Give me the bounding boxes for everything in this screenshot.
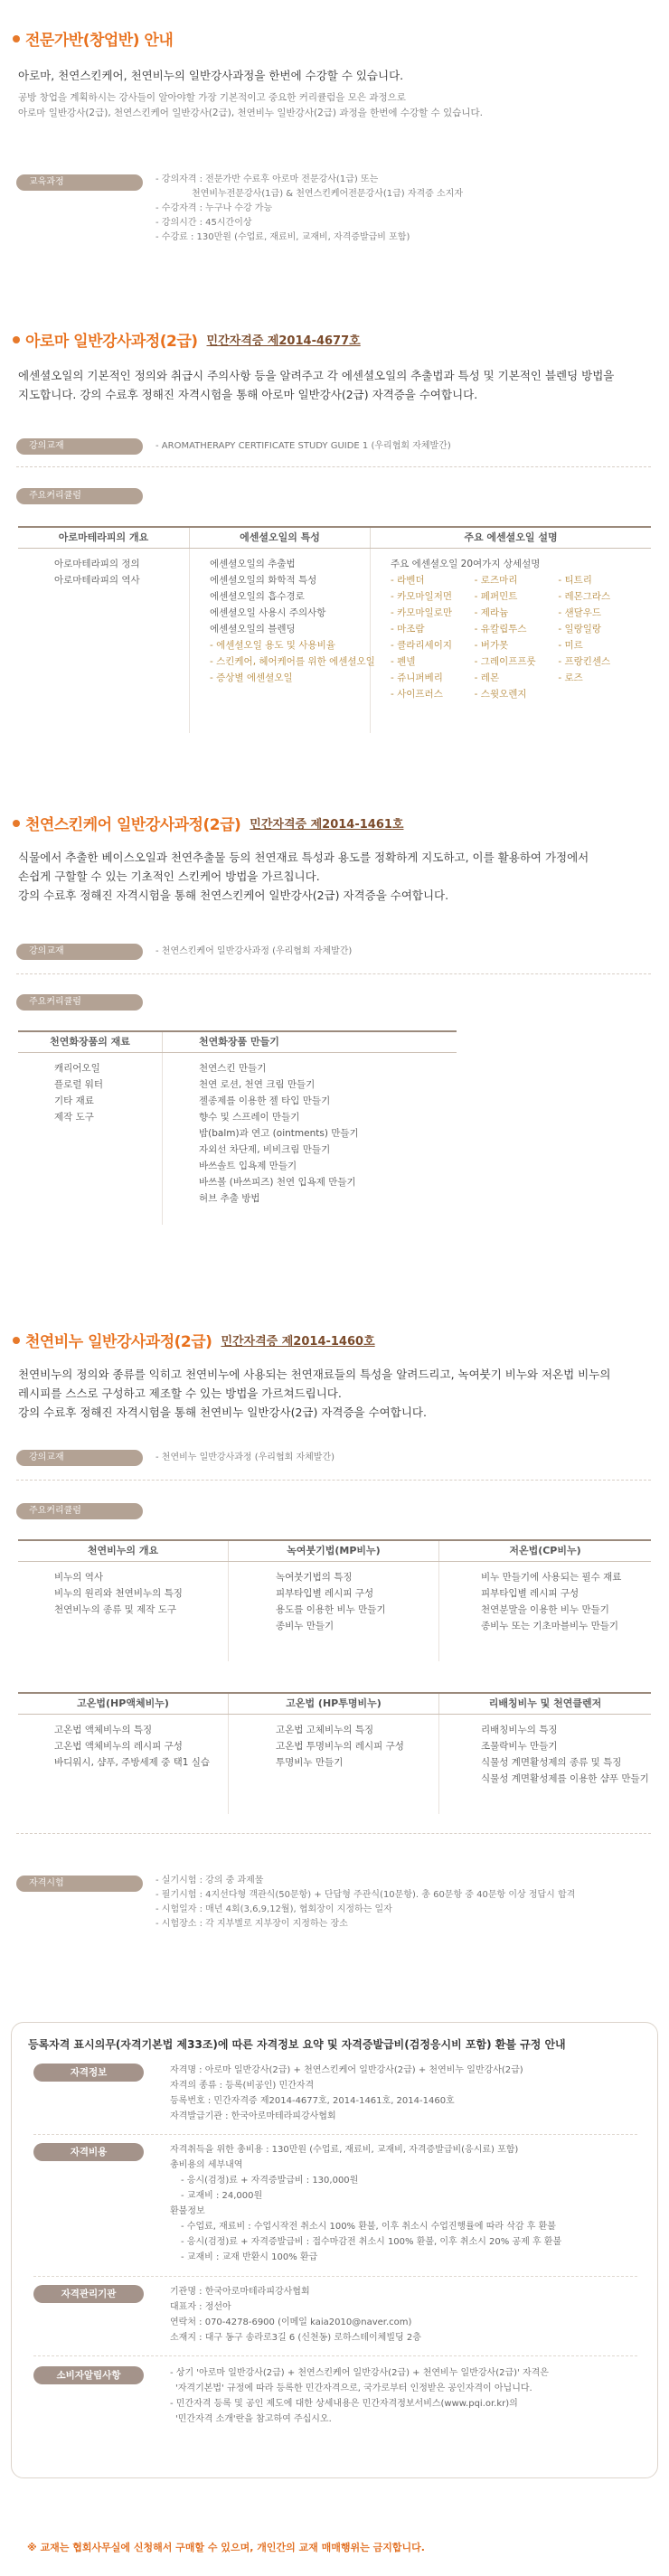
soap-hp-liquid-cell (18, 1715, 229, 1814)
info-line: - 상기 '아로마 일반강사(2급) + 천연스킨케어 일반강사(2급) + 천연비누 일반강사(2급)' 자격은 (170, 2368, 549, 2378)
info-line: - 수업료, 재료비 : 수업시작전 취소시 100% 환불, 이후 취소시 수업진행률에 따라 삭감 후 환불 (181, 2222, 556, 2232)
table-row (18, 549, 651, 733)
list-item: - 에센셜오일 용도 및 사용비율 (210, 640, 335, 651)
aroma-title: 아로마 일반강사과정(2급) (25, 333, 198, 351)
soap-curriculum-pill: 주요커리큘럼 (16, 1503, 143, 1519)
table-header: 고온법 (HP투명비누) (229, 1694, 439, 1714)
intro-lead: 아로마, 천연스킨케어, 천연비누의 일반강사과정을 한번에 수강할 수 있습니다. (18, 69, 404, 82)
list-item: 종비누 만들기 (276, 1621, 334, 1631)
oil-item: - 미르 (558, 640, 583, 651)
intro-desc-line: 공방 창업을 계획하시는 강사들이 알아야할 가장 기본적이고 중요한 커리큘럼을 모은 과정으로 (18, 92, 406, 103)
divider (33, 2276, 637, 2277)
list-item: 비누 만들기에 사용되는 필수 재료 (481, 1572, 622, 1583)
info-label: 자격비용 (33, 2143, 144, 2161)
list-item: 피부타입별 레시피 구성 (481, 1588, 579, 1599)
list-item: 고온법 액체비누의 특징 (54, 1725, 153, 1735)
list-item: 천연 로션, 천연 크림 만들기 (199, 1079, 316, 1090)
list-item: 에센셜오일의 화학적 특성 (210, 575, 317, 586)
list-item: 천연비누의 종류 및 제작 도구 (54, 1604, 177, 1615)
aroma-curriculum-table (18, 526, 651, 733)
skincare-desc-line: 손쉽게 구할할 수 있는 기초적인 스킨케어 방법을 가르칩니다. (18, 870, 320, 883)
table-row (18, 1715, 651, 1814)
list-item: 바쓰볼 (바쓰피즈) 천연 입욕제 만들기 (199, 1177, 356, 1188)
aroma-overview-cell (18, 549, 190, 733)
soap-overview-cell (18, 1562, 229, 1661)
soap-desc-line: 천연비누의 정의와 종류를 익히고 천연비누에 사용되는 천연재료들의 특성을 알려드리고, 녹여붓기 비누와 저온법 비누의 (18, 1368, 611, 1381)
info-line: - 교재비 : 24,000원 (181, 2191, 263, 2201)
info-line: - 민간자격 등록 및 공인 제도에 대한 상세내용은 민간자격정보서비스(www.pqi.or.kr)의 (170, 2399, 518, 2409)
list-item: 에센셜오일 사용시 주의사항 (210, 607, 326, 618)
info-line: '민간자격 소개'란을 참고하여 주십시오. (175, 2414, 332, 2424)
oil-item: - 프랑킨센스 (558, 656, 611, 667)
list-item: 천연스킨 만들기 (199, 1063, 267, 1074)
exam-details (155, 1874, 575, 1932)
list-item: 밤(balm)과 연고 (ointments) 만들기 (199, 1128, 359, 1139)
list-item: 아로마테라피의 정의 (54, 559, 140, 569)
exam-line: - 시험장소 : 각 지부별로 지부장이 지정하는 장소 (155, 1919, 348, 1929)
list-item: 젤종제를 이용한 젤 타입 만들기 (199, 1095, 331, 1106)
notice-title: 등록자격 표시의무(자격기본법 제33조)에 따른 자격정보 요약 및 자격증발급비(검정응시비 포함) 환불 규정 안내 (28, 2038, 566, 2051)
list-item: 용도를 이용한 비누 만들기 (276, 1604, 386, 1615)
soap-title: 천연비누 일반강사과정(2급) (25, 1333, 212, 1351)
info-line: - 응시(검정)료 + 자격증발급비 : 접수마감전 취소시 100% 환불, 이후 취소시 20% 공제 후 환불 (181, 2237, 562, 2247)
oils-list (391, 572, 642, 702)
info-line: 자격의 종류 : 등록(비공인) 민간자격 (170, 2081, 315, 2091)
table-header: 고온법(HP액체비누) (18, 1694, 229, 1714)
oil-item: - 유칼립투스 (474, 624, 527, 635)
intro-title: 전문가반(창업반) 안내 (25, 32, 174, 50)
oil-item: - 로즈마리 (474, 575, 518, 586)
oil-item: - 마조람 (391, 624, 425, 635)
table-header: 천연화장품의 재료 (18, 1032, 163, 1052)
soap-textbook: - 천연비누 일반강사과정 (우리협회 자체발간) (155, 1453, 335, 1462)
table-header: 아로마테라피의 개요 (18, 528, 190, 548)
table-header: 에센셜오일의 특성 (190, 528, 371, 548)
list-item: 바디워시, 샴푸, 주방세제 중 택1 실습 (54, 1757, 211, 1768)
list-item: 투명비누 만들기 (276, 1757, 344, 1768)
info-line: 소재지 : 대구 동구 송라로3길 6 (신천동) 로하스테이체빌딩 2층 (170, 2333, 421, 2343)
list-item: 피부타입별 레시피 구성 (276, 1588, 374, 1599)
oil-item: - 로즈 (558, 672, 583, 683)
aroma-heading (13, 328, 361, 351)
bullet-dot-icon (13, 820, 20, 827)
aroma-oils-cell (371, 549, 651, 733)
oil-item: - 펜넬 (391, 656, 416, 667)
soap-desc (18, 1365, 651, 1422)
info-lines (170, 2365, 549, 2427)
info-line: 대표자 : 정선아 (170, 2302, 231, 2312)
oil-item: - 제라늄 (474, 607, 509, 618)
course-details (155, 173, 463, 245)
list-item: 아로마테라피의 역사 (54, 575, 140, 586)
soap-hp-clear-cell (229, 1715, 439, 1814)
soap-mp-cell (229, 1562, 439, 1661)
skincare-desc-line: 강의 수료후 정해진 자격시험을 통해 천연스킨케어 일반강사(2급) 자격증을 수여합니다. (18, 888, 449, 902)
skincare-textbook: - 천연스킨케어 일반강사과정 (우리협회 자체발간) (155, 946, 353, 956)
divider (33, 2134, 637, 2135)
list-item: 천연분말을 이용한 비누 만들기 (481, 1604, 609, 1615)
list-item: - 스킨케어, 헤어케어를 위한 에센셜오일 (210, 656, 375, 667)
info-label: 자격관리기관 (33, 2285, 144, 2303)
info-label: 소비자알림사항 (33, 2366, 144, 2384)
list-item: 비누의 원리와 천연비누의 특징 (54, 1588, 183, 1599)
exam-line: - 시험일자 : 매년 4회(3,6,9,12월), 협회장이 지정하는 일자 (155, 1904, 392, 1914)
table-header: 주요 에센셜오일 설명 (464, 531, 558, 543)
list-item: 에센셜오일의 블렌딩 (210, 624, 296, 635)
list-item: 에센셜오일의 추출법 (210, 559, 296, 569)
soap-desc-line: 강의 수료후 정해진 자격시험을 통해 천연비누 일반강사(2급) 자격증을 수여합니다. (18, 1406, 427, 1419)
course-line: - 강의시간 : 45시간이상 (155, 218, 252, 228)
list-item: 플로럴 워터 (54, 1079, 104, 1090)
info-lines (170, 2063, 523, 2124)
soap-curriculum-table-2 (18, 1692, 651, 1814)
table-header-row (18, 528, 651, 549)
list-item: 식물성 계면활성제를 이용한 샴푸 만들기 (481, 1773, 649, 1784)
skincare-curriculum-pill: 주요커리큘럼 (16, 994, 143, 1011)
list-item: 리배칭비누의 특징 (481, 1725, 558, 1735)
table-header-row (18, 1032, 457, 1053)
info-label: 자격정보 (33, 2064, 144, 2082)
license-info-box (11, 2022, 658, 2478)
aroma-curriculum-pill: 주요커리큘럼 (16, 488, 143, 504)
oil-item: - 버가못 (474, 640, 509, 651)
list-item: 식물성 계면활성제의 종류 및 특징 (481, 1757, 622, 1768)
divider (16, 1480, 651, 1481)
oil-item: - 라벤더 (391, 575, 425, 586)
bullet-dot-icon (13, 35, 20, 42)
aroma-textbook-pill: 강의교재 (16, 438, 143, 455)
info-line: 연락처 : 070-4278-6900 (이메일 kaia2010@naver.com) (170, 2317, 412, 2327)
course-pill: 교육과정 (16, 174, 143, 191)
aroma-properties-cell (190, 549, 375, 733)
info-line: '자격기본법' 규정에 따라 등록한 민간자격으로, 국가로부터 인정받은 공인자격이 아닙니다. (175, 2383, 532, 2393)
skincare-title: 천연스킨케어 일반강사과정(2급) (25, 816, 241, 834)
info-line: - 응시(검정)료 + 자격증발급비 : 130,000원 (181, 2176, 359, 2186)
oil-item: - 클라리세이지 (391, 640, 452, 651)
table-row (18, 1562, 651, 1661)
aroma-desc-line: 에센셜오일의 기본적인 정의와 취급시 주의사항 등을 알려주고 각 에센셜오일의 추출법과 특성 및 기본적인 블렌딩 방법을 (18, 369, 615, 382)
soap-rebatch-cell (439, 1715, 651, 1814)
info-line: 기관명 : 한국아로마테라피강사협회 (170, 2287, 310, 2297)
list-item: 허브 추출 방법 (199, 1193, 260, 1204)
soap-curriculum-table-1 (18, 1539, 651, 1661)
info-line: 총비용의 세부내역 (170, 2160, 243, 2170)
list-item: 캐리어오일 (54, 1063, 100, 1074)
skincare-making-cell (163, 1053, 457, 1225)
divider (16, 466, 651, 467)
oils-column (391, 572, 475, 702)
course-line: - 수강료 : 130만원 (수업료, 재료비, 교재비, 자격증발급비 포함) (155, 232, 410, 242)
list-item: 조물락비누 만들기 (481, 1741, 558, 1752)
course-line: 천연비누전문강사(1급) & 천연스킨케어전문강사(1급) 자격증 소지자 (192, 189, 464, 199)
list-item: 비누의 역사 (54, 1572, 104, 1583)
oil-item: - 페퍼민트 (474, 591, 518, 602)
table-header: 천연화장품 만들기 (199, 1036, 279, 1048)
soap-heading (13, 1329, 375, 1351)
aroma-desc-line: 지도합니다. 강의 수료후 정해진 자격시험을 통해 아로마 일반강사(2급) 자격증을 수여합니다. (18, 388, 478, 401)
info-line: 환불정보 (170, 2206, 205, 2216)
oil-item: - 카모마일로만 (391, 607, 452, 618)
skincare-heading (13, 812, 403, 834)
list-item: 기타 재료 (54, 1095, 94, 1106)
info-line: - 교재비 : 교재 반환시 100% 환급 (181, 2252, 318, 2262)
oil-item: - 티트리 (558, 575, 592, 586)
footer-notice: ※ 교재는 협회사무실에 신청해서 구매할 수 있으며, 개인간의 교재 매매행위는 금지합니다. (27, 2542, 425, 2553)
divider (16, 973, 651, 974)
table-header: 천연비누의 개요 (18, 1541, 229, 1561)
oils-column (558, 572, 642, 702)
list-item: 에센셜오일의 흡수경로 (210, 591, 305, 602)
soap-desc-line: 레시피를 스스로 구성하고 제조할 수 있는 방법을 가르쳐드립니다. (18, 1387, 342, 1400)
intro-desc (18, 90, 651, 121)
soap-cp-cell (439, 1562, 651, 1661)
skincare-license: 민간자격증 제2014-1461호 (250, 818, 404, 832)
info-line: 자격발급기관 : 한국아로마테라피강사협회 (170, 2111, 336, 2121)
oil-item: - 레몬 (474, 672, 500, 683)
aroma-license: 민간자격증 제2014-4677호 (206, 334, 361, 348)
skincare-materials-cell (18, 1053, 163, 1225)
oil-item: - 그레이프프룻 (474, 656, 536, 667)
bullet-dot-icon (13, 336, 20, 343)
info-line: 자격명 : 아로마 일반강사(2급) + 천연스킨케어 일반강사(2급) + 천연비누 일반강사(2급) (170, 2065, 523, 2075)
course-line: - 수강자격 : 누구나 수강 가능 (155, 203, 273, 213)
oil-item: - 사이프러스 (391, 689, 443, 700)
list-item: 고온법 투명비누의 레시피 구성 (276, 1741, 404, 1752)
skincare-desc (18, 848, 651, 905)
exam-line: - 실기시험 : 강의 중 과제물 (155, 1876, 264, 1885)
table-header-row (18, 1694, 651, 1715)
skincare-textbook-pill: 강의교재 (16, 944, 143, 960)
oil-item: - 레몬그라스 (558, 591, 611, 602)
oil-item: - 카모마일저먼 (391, 591, 452, 602)
info-line: 자격취득을 위한 총비용 : 130만원 (수업료, 재료비, 교재비, 자격증발급비(응시료) 포함) (170, 2145, 519, 2155)
skincare-desc-line: 식물에서 추출한 베이스오일과 천연추출물 등의 천연재료 특성과 용도를 정확하게 지도하고, 이를 활용하여 가정에서 (18, 851, 589, 864)
table-row (18, 1053, 457, 1225)
table-header: 리배칭비누 및 천연클렌저 (488, 1697, 602, 1709)
list-item: 종비누 또는 기초마블비누 만들기 (481, 1621, 619, 1631)
list-item: 녹여붓기법의 특징 (276, 1572, 353, 1583)
exam-pill: 자격시험 (16, 1876, 143, 1892)
soap-textbook-pill: 강의교재 (16, 1450, 143, 1466)
exam-line: - 필기시험 : 4지선다형 객관식(50문항) + 단답형 주관식(10문항). 총 60문항 중 40문항 이상 정답시 합격 (155, 1890, 576, 1900)
table-header: 저온법(CP비누) (509, 1545, 581, 1556)
oil-item: - 쥬니퍼베리 (391, 672, 443, 683)
bullet-dot-icon (13, 1337, 20, 1344)
list-item: 바쓰솔트 입욕제 만들기 (199, 1161, 297, 1171)
oils-column (475, 572, 559, 702)
table-header: 녹여붓기법(MP비누) (229, 1541, 439, 1561)
oils-title: 주요 에센셜오일 20여가지 상세설명 (391, 559, 541, 569)
divider (33, 2355, 637, 2356)
list-item: 제작 도구 (54, 1112, 94, 1123)
list-item: 고온법 액체비누의 레시피 구성 (54, 1741, 183, 1752)
aroma-desc (18, 366, 651, 404)
divider (16, 1833, 651, 1834)
oil-item: - 스윗오렌지 (474, 689, 527, 700)
oil-item: - 일랑일랑 (558, 624, 602, 635)
list-item: 고온법 고체비누의 특징 (276, 1725, 374, 1735)
info-lines (170, 2284, 421, 2346)
list-item: 향수 및 스프레이 만들기 (199, 1112, 300, 1123)
info-line: 등록번호 : 민간자격증 제2014-4677호, 2014-1461호, 2014-1460호 (170, 2096, 455, 2106)
course-line: - 강의자격 : 전문가반 수료후 아로마 전문강사(1급) 또는 (155, 174, 379, 184)
list-item: - 증상별 에센셜오일 (210, 672, 293, 683)
intro-heading (13, 27, 173, 50)
aroma-textbook: - AROMATHERAPY CERTIFICATE STUDY GUIDE 1 (우리협회 자체발간) (155, 441, 451, 451)
info-lines (170, 2142, 561, 2265)
list-item: 자외선 차단제, 비비크림 만들기 (199, 1144, 331, 1155)
table-header-row (18, 1541, 651, 1562)
oil-item: - 샌달우드 (558, 607, 602, 618)
soap-license: 민간자격증 제2014-1460호 (221, 1335, 375, 1349)
skincare-curriculum-table (18, 1030, 457, 1225)
intro-desc-line: 아로마 일반강사(2급), 천연스킨케어 일반강사(2급), 천연비누 일반강사(2급) 과정을 한번에 수강할 수 있습니다. (18, 108, 484, 118)
